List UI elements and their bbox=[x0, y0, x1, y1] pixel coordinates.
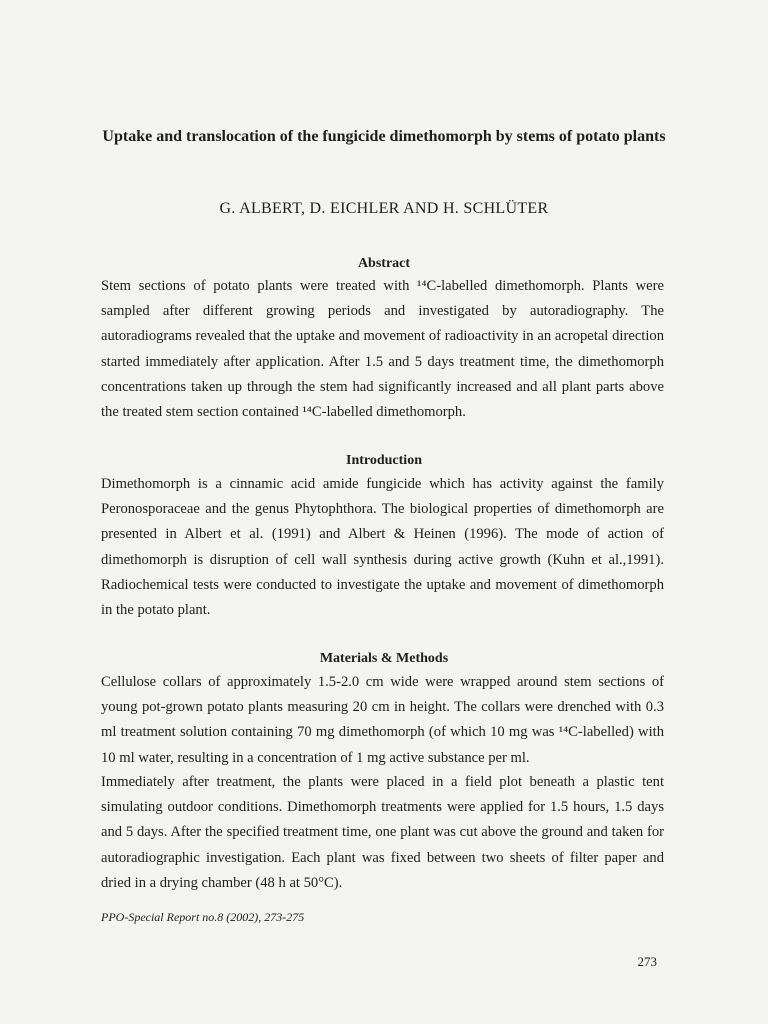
paper-title: Uptake and translocation of the fungicide dimethomorph by stems of potato plants bbox=[102, 128, 666, 145]
citation-footer: PPO-Special Report no.8 (2002), 273-275 bbox=[101, 910, 305, 924]
introduction-text: Dimethomorph is a cinnamic acid amide fungicide which has activity against the family Peronosporaceae and the genus Phytophthora. The biological properties of dimethomorph are presented in Albert et al. (1991) and Albert & Heinen (1996). The mode of action of dimethomorph is disruption of cell wall synthesis during active growth (Kuhn et al.,1991). Radiochemical tests were conducted to investigate the uptake and movement of dimethomorph in the potato plant. bbox=[101, 476, 664, 619]
methods-paragraph-1: Cellulose collars of approximately 1.5-2.0 cm wide were wrapped around stem sections of young pot-grown potato plants measuring 20 cm in height. The collars were drenched with 0.3 ml treatment solution containing 70 mg dimethomorph (of which 10 mg was ¹⁴C-labelled) with 10 ml water, resulting in a concentration of 1 mg active substance per ml. bbox=[101, 674, 664, 766]
methods-heading: Materials & Methods bbox=[319, 651, 449, 666]
methods-paragraph-2: Immediately after treatment, the plants were placed in a field plot beneath a plastic tent simulating outdoor conditions. Dimethomorph treatments were applied for 1.5 hours, 1.5 days and 5 days. After the specified treatment time, one plant was cut above the ground and taken for autoradiographic investigation. Each plant was fixed between two sheets of filter paper and dried in a drying chamber (48 h at 50°C). bbox=[101, 774, 664, 891]
abstract-text: Stem sections of potato plants were treated with ¹⁴C-labelled dimethomorph. Plants were sampled after different growing periods and investigated by autoradiography. The autoradiograms revealed that the uptake and movement of radioactivity in an acropetal direction started immediately after application. After 1.5 and 5 days treatment time, the dimethomorph concentrations taken up through the stem had significantly increased and all plant parts above the treated stem section contained ¹⁴C-labelled dimethomorph. bbox=[101, 278, 664, 421]
abstract-heading: Abstract bbox=[357, 256, 411, 271]
page-number: 273 bbox=[637, 954, 657, 969]
introduction-heading: Introduction bbox=[346, 453, 422, 468]
paper-authors: G. ALBERT, D. EICHLER AND H. SCHLÜTER bbox=[219, 200, 549, 217]
